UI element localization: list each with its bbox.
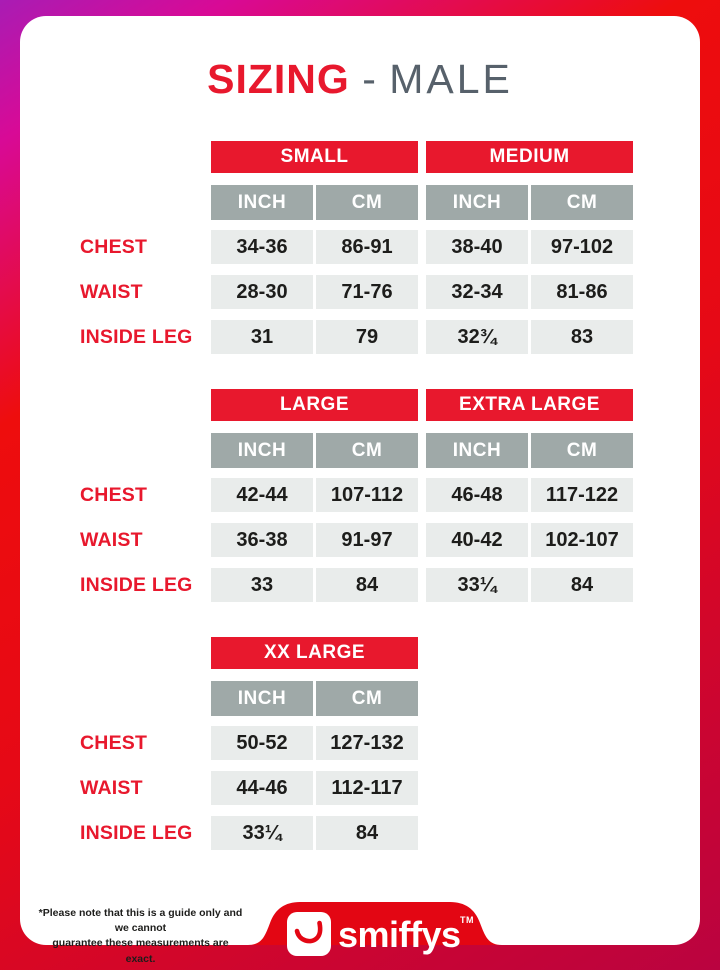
unit-header-row: [80, 681, 640, 716]
measurement-cell: 36-38: [211, 523, 313, 557]
size-header-row: [80, 637, 640, 669]
disclaimer-line-1: *Please note that this is a guide only and we cannot: [38, 907, 243, 935]
spacer: [80, 433, 211, 468]
measurement-cell: 33: [211, 568, 313, 602]
table-row: [80, 771, 640, 805]
table-row: [80, 275, 640, 309]
size-table-small-medium: [80, 141, 640, 365]
smiffys-logo: [287, 912, 331, 956]
brand-name: smiffys: [338, 914, 461, 955]
unit-header-cm: CM: [531, 185, 633, 220]
unit-header-cm: CM: [316, 681, 418, 716]
row-label-inside-leg: INSIDE LEG: [80, 821, 193, 844]
size-header-xx-large: XX LARGE: [211, 637, 418, 669]
measurement-cell: 107-112: [316, 478, 418, 512]
size-table-xxlarge: [80, 637, 640, 861]
disclaimer-note: [38, 906, 243, 967]
size-table-large-xlarge: [80, 389, 640, 613]
measurement-cell: 44-46: [211, 771, 313, 805]
table-row: [80, 320, 640, 354]
measurement-cell: 84: [531, 568, 633, 602]
measurement-cell: 86-91: [316, 230, 418, 264]
row-label-inside-leg: INSIDE LEG: [80, 573, 193, 596]
unit-header-inch: INCH: [211, 433, 313, 468]
spacer: [80, 681, 211, 716]
size-header-row: [80, 389, 640, 421]
page-title: [20, 56, 700, 103]
measurement-cell: 40-42: [426, 523, 528, 557]
disclaimer-line-2: guarantee these measurements are exact.: [52, 937, 229, 965]
row-label-waist: WAIST: [80, 776, 143, 799]
measurement-cell: 46-48: [426, 478, 528, 512]
title-secondary: MALE: [389, 56, 513, 102]
table-row: [80, 478, 640, 512]
measurement-cell: 50-52: [211, 726, 313, 760]
unit-header-cm: CM: [316, 433, 418, 468]
size-header-medium: MEDIUM: [426, 141, 633, 173]
measurement-cell: 38-40: [426, 230, 528, 264]
measurement-cell: 84: [316, 568, 418, 602]
measurement-cell: 71-76: [316, 275, 418, 309]
table-row: [80, 568, 640, 602]
table-row: [80, 726, 640, 760]
table-row: [80, 816, 640, 850]
size-header-row: [80, 141, 640, 173]
title-separator: -: [349, 56, 390, 102]
measurement-cell: 127-132: [316, 726, 418, 760]
row-label-chest: CHEST: [80, 483, 148, 506]
row-label-waist: WAIST: [80, 280, 143, 303]
trademark-symbol: TM: [460, 915, 474, 925]
measurement-cell: 112-117: [316, 771, 418, 805]
unit-header-inch: INCH: [426, 185, 528, 220]
measurement-cell: 91-97: [316, 523, 418, 557]
table-row: [80, 230, 640, 264]
measurement-cell: 81-86: [531, 275, 633, 309]
spacer: [80, 389, 211, 421]
unit-header-cm: CM: [316, 185, 418, 220]
table-row: [80, 523, 640, 557]
size-header-large: LARGE: [211, 389, 418, 421]
measurement-cell: 84: [316, 816, 418, 850]
smile-icon: [287, 912, 331, 956]
measurement-cell: 42-44: [211, 478, 313, 512]
measurement-cell: 33¼: [211, 816, 313, 850]
measurement-cell: 79: [316, 320, 418, 354]
measurement-cell: 117-122: [531, 478, 633, 512]
row-label-waist: WAIST: [80, 528, 143, 551]
unit-header-cm: CM: [531, 433, 633, 468]
size-header-small: SMALL: [211, 141, 418, 173]
measurement-cell: 102-107: [531, 523, 633, 557]
measurement-cell: 32¾: [426, 320, 528, 354]
size-header-extra-large: EXTRA LARGE: [426, 389, 633, 421]
measurement-cell: 34-36: [211, 230, 313, 264]
measurement-cell: 28-30: [211, 275, 313, 309]
unit-header-row: [80, 185, 640, 220]
content-card: [20, 16, 700, 965]
title-primary: SIZING: [207, 56, 350, 102]
measurement-cell: 83: [531, 320, 633, 354]
measurement-cell: 32-34: [426, 275, 528, 309]
measurement-cell: 97-102: [531, 230, 633, 264]
row-label-chest: CHEST: [80, 731, 148, 754]
measurement-cell: 31: [211, 320, 313, 354]
row-label-inside-leg: INSIDE LEG: [80, 325, 193, 348]
spacer: [80, 141, 211, 173]
spacer: [80, 185, 211, 220]
unit-header-inch: INCH: [211, 185, 313, 220]
unit-header-inch: INCH: [211, 681, 313, 716]
measurement-cell: 33¼: [426, 568, 528, 602]
unit-header-row: [80, 433, 640, 468]
row-label-chest: CHEST: [80, 235, 148, 258]
unit-header-inch: INCH: [426, 433, 528, 468]
spacer: [80, 637, 211, 669]
